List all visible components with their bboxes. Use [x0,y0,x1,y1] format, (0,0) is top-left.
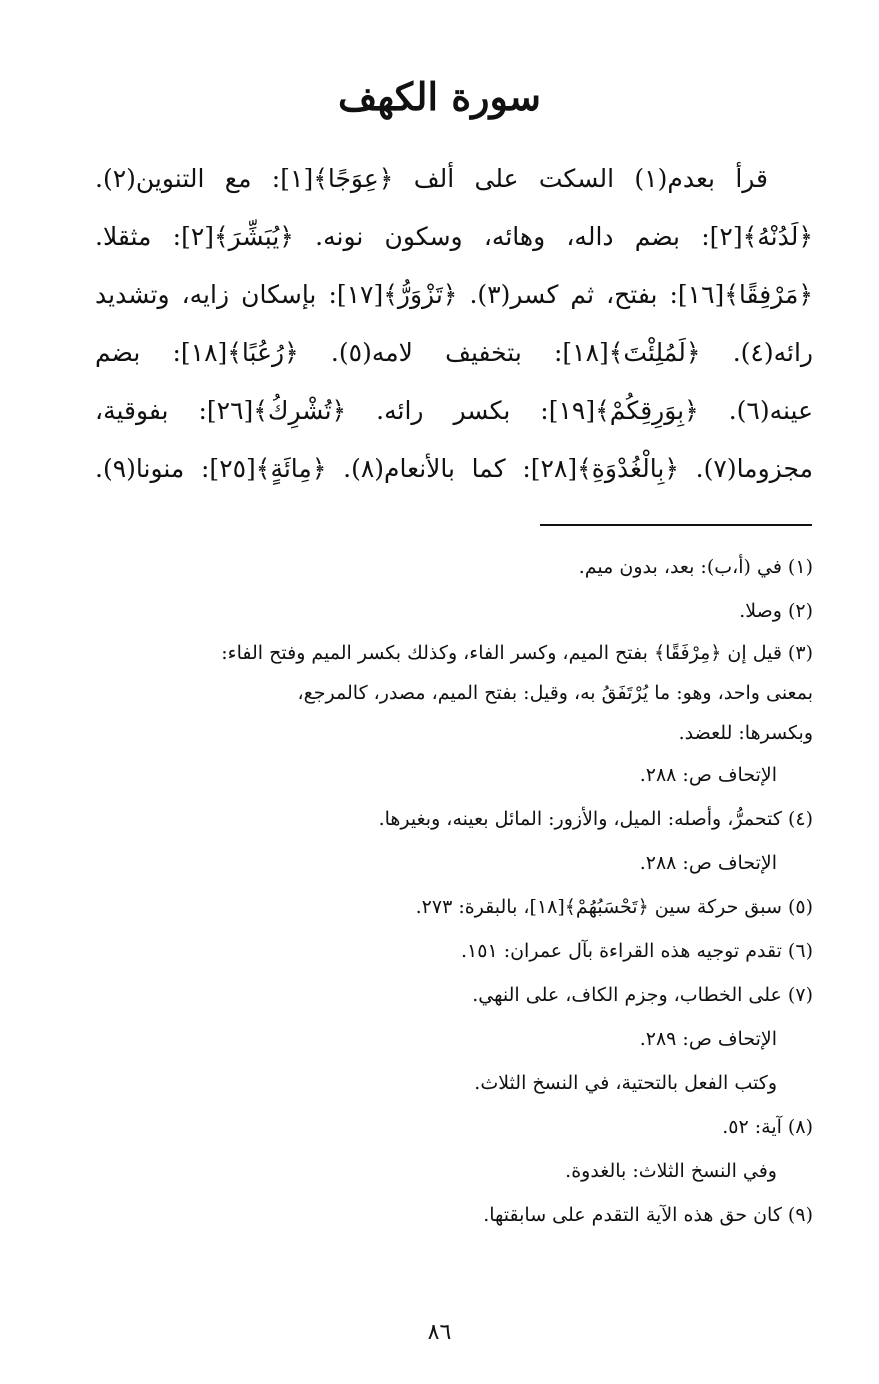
footnote-line: (٧) على الخطاب، وجزم الكاف، على النهي. [472,984,813,1006]
page-number: ٨٦ [427,1320,452,1345]
main-line: قرأ بعدم(١) السكت على ألف ﴿عِوَجًا﴾[١]: مع التنوين(٢). [95,164,769,193]
footnote-line: بمعنى واحد، وهو: ما يُرْتَفَقُ به، وقيل: بفتح الميم، مصدر، كالمرجع، [297,682,813,704]
footnote-line: وبكسرها: للعضد. [678,722,813,744]
main-line: ﴿مَرْفِقًا﴾[١٦]: بفتح، ثم كسر(٣). ﴿تَزْوَرُّ﴾[١٧]: بإسكان زايه، وتشديد [95,280,813,309]
main-line: عينه(٦). ﴿بِوَرِقِكُمْ﴾[١٩]: بكسر رائه. ﴿تُشْرِكُ﴾[٢٦]: بفوقية، [95,396,814,425]
footnote-line: (٥) سبق حركة سين ﴿تَحْسَبُهُمْ﴾[١٨]، بالبقرة: ٢٧٣. [415,896,813,918]
footnotes [95,545,813,1237]
footnote-line: (٨) آية: ٥٢. [722,1116,813,1138]
main-line: ﴿لَدُنْهُ﴾[٢]: بضم داله، وهائه، وسكون نونه. ﴿يُبَشِّرَ﴾[٢]: مثقلا. [95,222,813,251]
footnote-line: وفي النسخ الثلاث: بالغدوة. [565,1160,777,1182]
footnote-line: وكتب الفعل بالتحتية، في النسخ الثلاث. [474,1072,777,1094]
footnote-line: (٩) كان حق هذه الآية التقدم على سابقتها. [483,1204,813,1226]
footnote-line: (١) في (أ،ب): بعد، بدون ميم. [578,556,813,578]
footnote-line: (٦) تقدم توجيه هذه القراءة بآل عمران: ١٥١. [460,940,813,962]
surah-title: سورة الكهف [338,74,541,119]
footnote-separator [540,524,812,526]
main-line: رائه(٤). ﴿لَمُلِئْتَ﴾[١٨]: بتخفيف لامه(٥). ﴿رُعُبًا﴾[١٨]: بضم [95,338,813,367]
footnote-line: (٢) وصلا. [739,600,813,622]
footnote-line: (٤) كتحمرُّ، وأصله: الميل، والأزور: المائل بعينه، وبغيرها. [378,808,813,830]
footnote-line: الإتحاف ص: ٢٨٩. [639,1028,777,1050]
footnote-line: (٣) قيل إن ﴿مِرْفَقًا﴾ بفتح الميم، وكسر الفاء، وكذلك بكسر الميم وفتح الفاء: [221,642,813,664]
main-text [95,150,813,498]
footnote-line: الإتحاف ص: ٢٨٨. [639,764,777,786]
main-line: مجزوما(٧). ﴿بِالْغُدْوَةِ﴾[٢٨]: كما بالأنعام(٨). ﴿مِائَةٍ﴾[٢٥]: منونا(٩). [95,454,813,483]
footnote-line: الإتحاف ص: ٢٨٨. [639,852,777,874]
